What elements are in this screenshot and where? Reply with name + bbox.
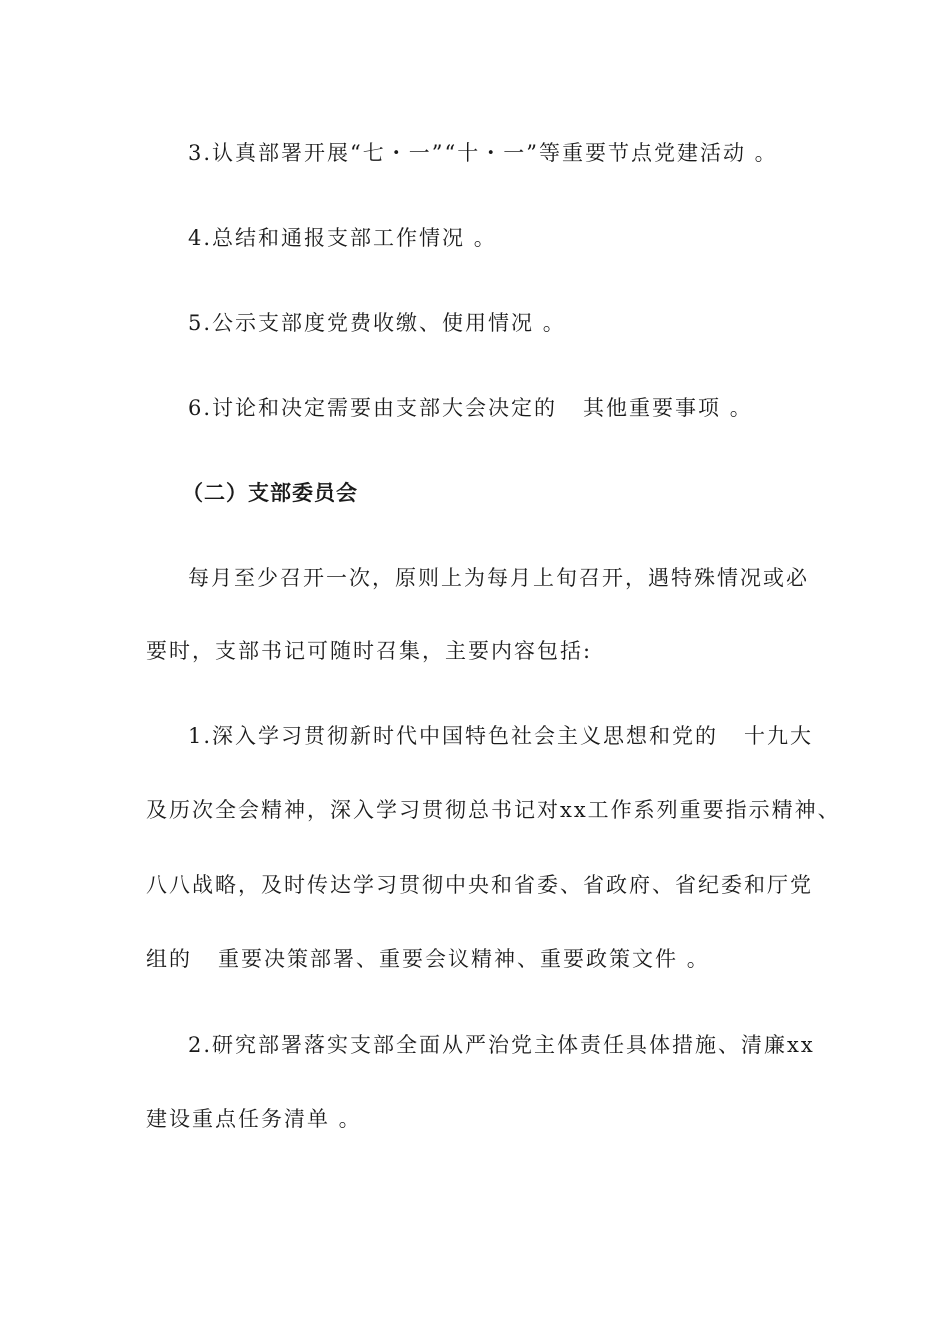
- list-item-6: 6.讨论和决定需要由支部大会决定的 其他重要事项 。: [188, 396, 753, 420]
- paragraph-line: 每月至少召开一次，原则上为每月上旬召开，遇特殊情况或必: [188, 566, 809, 590]
- list-item-4: 4.总结和通报支部工作情况 。: [188, 226, 497, 250]
- list-item-3: 3.认真部署开展“七・一”“十・一”等重要节点党建活动 。: [188, 141, 778, 165]
- section-heading: （二）支部委员会: [182, 481, 358, 505]
- paragraph-line: 及历次全会精神，深入学习贯彻总书记对xx工作系列重要指示精神、: [146, 798, 841, 822]
- list-item-5: 5.公示支部度党费收缴、使用情况 。: [188, 311, 566, 335]
- list-item-1: 1.深入学习贯彻新时代中国特色社会主义思想和党的 十九大: [188, 724, 814, 748]
- paragraph-line: 建设重点任务清单 。: [146, 1107, 362, 1131]
- paragraph-line: 组的 重要决策部署、重要会议精神、重要政策文件 。: [146, 947, 710, 971]
- paragraph-line: 八八战略，及时传达学习贯彻中央和省委、省政府、省纪委和厅党: [146, 873, 813, 897]
- list-item-2: 2.研究部署落实支部全面从严治党主体责任具体措施、清廉xx: [188, 1033, 815, 1057]
- paragraph-line: 要时，支部书记可随时召集，主要内容包括:: [146, 639, 593, 663]
